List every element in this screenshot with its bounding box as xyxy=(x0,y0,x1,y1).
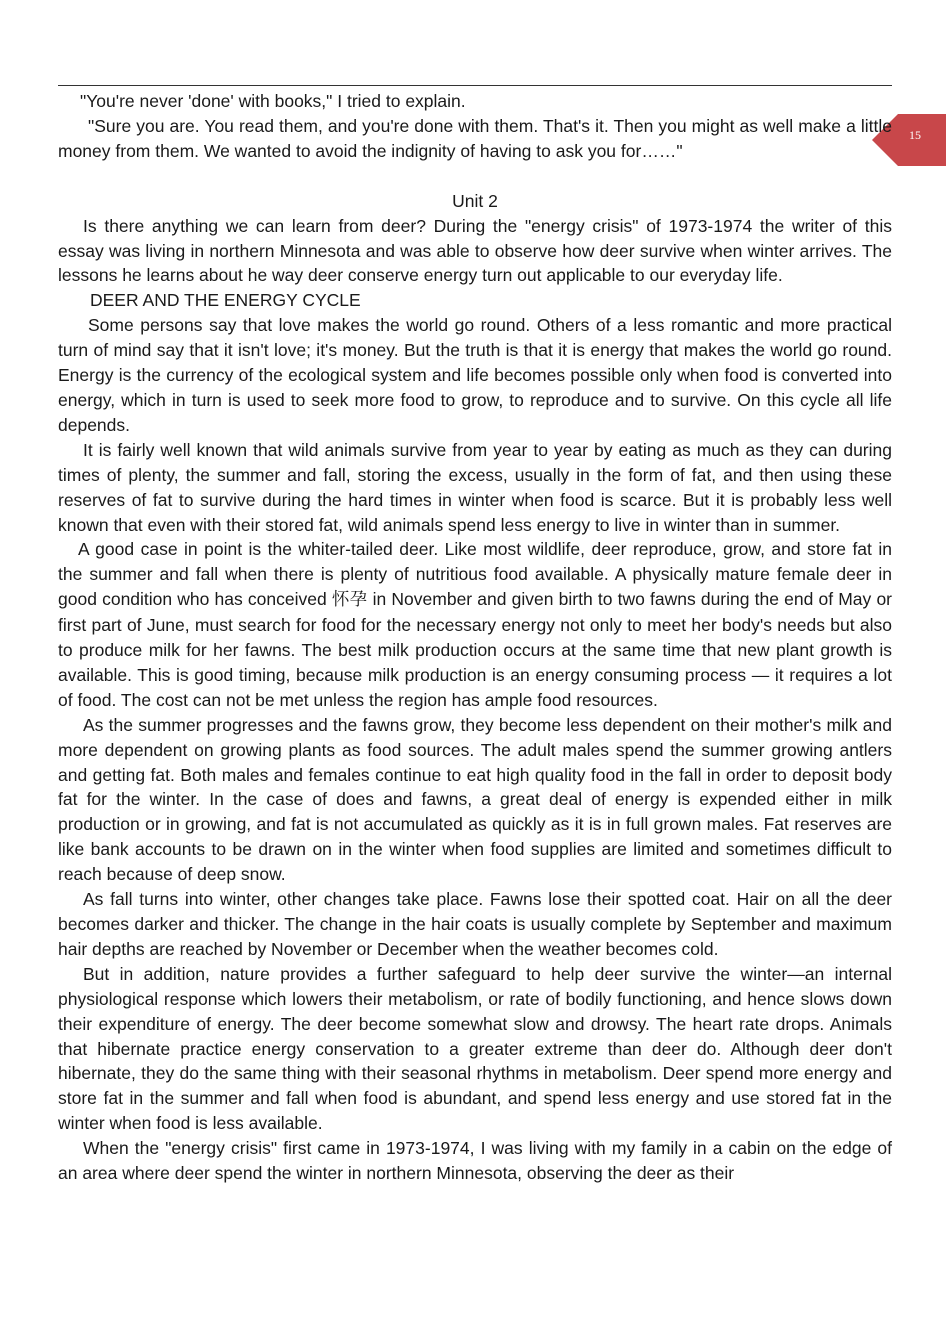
essay-paragraph-2: It is fairly well known that wild animals survive from year to year by eating as much as they can during times of plenty, the summer and fall, storing the excess, usually in the form of fat, and then using these reserves of fat to survive during the hard times in winter when food is scarce. But it is probably less well known that even with their stored fat, wild animals spend less energy to live in winter than in summer. xyxy=(58,439,892,535)
page-number: 15 xyxy=(909,128,921,142)
essay-paragraph-3 xyxy=(58,537,892,712)
paragraph-3-text-a: A good case in point is the whiter-tailed deer. Like most wildlife, deer reproduce, grow, and store fat in the summer and fall when there is plenty of nutritious food available. A physically mature female deer in good condition who has conceived xyxy=(58,539,892,610)
essay-paragraph-7: When the "energy crisis" first came in 1973-1974, I was living with my family in a cabin on the edge of an area where deer spend the winter in northern Minnesota, observing the deer as their xyxy=(58,1138,892,1184)
essay-paragraph-5: As fall turns into winter, other changes take place. Fawns lose their spotted coat. Hair on all the deer becomes darker and thicker. The change in the hair coats is usually complete by September and maximum hair depths are reached by November or December when the weather becomes cold. xyxy=(58,889,892,959)
essay-paragraph-1: Some persons say that love makes the world go round. Others of a less romantic and more practical turn of mind say that it isn't love; it's money. But the truth is that it is energy that makes the world go round. Energy is the currency of the ecological system and life becomes possible only when food is converted into energy, which in turn is used to seek more food to grow, to reproduce and to survive. On this cycle all life depends. xyxy=(58,315,892,435)
paragraph-3-text-b: in November and given birth to two fawns during the end of May or first part of June, must search for food for the necessary energy not only to meet her body's needs but also to produce milk for her fawns. The best milk production occurs at the same time that new plant growth is available. This is good timing, because milk production is an energy consuming process — it requires a lot of food. The cost can not be met unless the region has ample food resources. xyxy=(58,589,893,710)
essay-title: DEER AND THE ENERGY CYCLE xyxy=(90,290,361,311)
chinese-gloss: 怀孕 xyxy=(331,590,368,611)
dialogue-line-1: "You're never 'done' with books," I tried to explain. xyxy=(80,91,466,111)
dialogue-line-2: "Sure you are. You read them, and you're done with them. That's it. Then you might as well make a little money from them. We wanted to avoid the indignity of having to ask you for……" xyxy=(58,115,892,161)
essay-paragraph-6: But in addition, nature provides a further safeguard to help deer survive the winter—an internal physiological response which lowers their metabolism, or rate of bodily functioning, and hence slows down their expenditure of energy. The deer become somewhat slow and drowsy. The heart rate drops. Animals that hibernate practice energy conservation to a greater extreme than deer do. Although deer don't hibernate, they do the same thing with their seasonal rhythms in metabolism. Deer spend more energy and store fat in the summer and fall when food is abundant, and spend less energy and use stored fat in the winter when food is less available. xyxy=(58,963,892,1134)
document-body xyxy=(58,89,892,1186)
header-rule xyxy=(58,85,892,86)
unit-intro: Is there anything we can learn from deer? During the "energy crisis" of 1973-1974 the writer of this essay was living in northern Minnesota and was able to observe how deer survive when winter arrives. The lessons he learns about he way deer conserve energy turn out applicable to our everyday life. xyxy=(58,215,892,286)
essay-paragraph-4: As the summer progresses and the fawns grow, they become less dependent on their mother's milk and more dependent on growing plants as food sources. The adult males spend the summer growing antlers and getting fat. Both males and females continue to eat high quality food in the fall in order to deposit body fat for the winter. In the case of does and fawns, a great deal of energy is expended either in milk production or in growing, and fat is not accumulated as quickly as it is in full grown males. Fat reserves are like bank accounts to be drawn on in the winter when food supplies are limited and sometimes difficult to reach because of deep snow. xyxy=(58,714,892,885)
unit-heading: Unit 2 xyxy=(452,190,498,211)
spacer xyxy=(58,164,892,189)
